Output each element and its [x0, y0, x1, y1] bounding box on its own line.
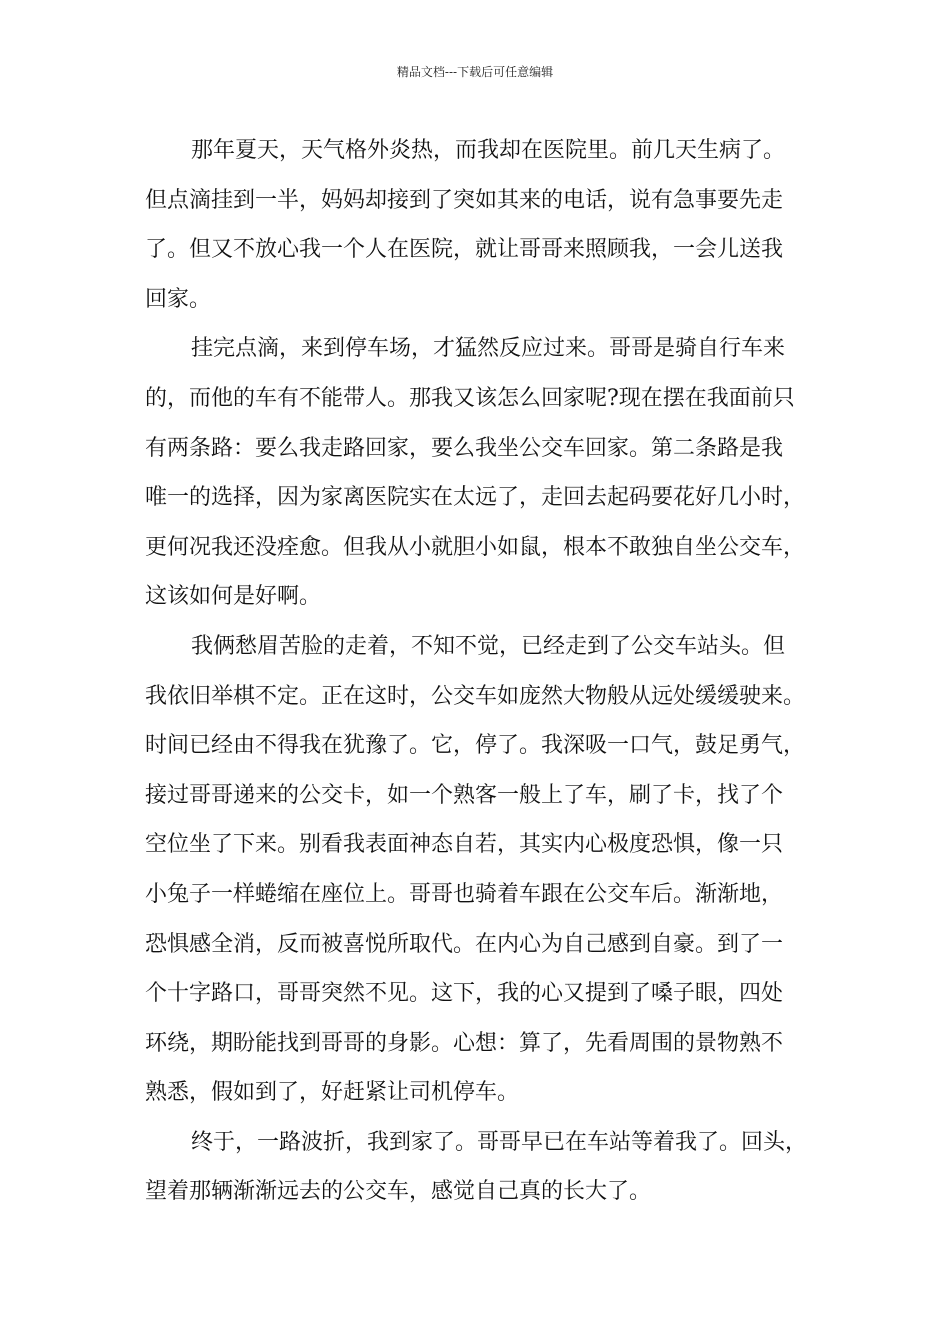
text-line: 那年夏天，天气格外炎热，而我却在医院里。前几天生病了。	[191, 138, 786, 163]
text-line: 这该如何是好啊。	[145, 584, 322, 610]
text-line: 我俩愁眉苦脸的走着，不知不觉，已经走到了公交车站头。但	[191, 633, 786, 659]
paragraph-1	[145, 126, 825, 324]
text-line: 望着那辆渐渐远去的公交车，感觉自己真的长大了。	[145, 1179, 652, 1205]
text-line: 有两条路：要么我走路回家，要么我坐公交车回家。第二条路是我	[145, 435, 784, 461]
text-line: 个十字路口，哥哥突然不见。这下，我的心又提到了嗓子眼，四处	[145, 981, 784, 1007]
paragraph-4	[145, 1118, 825, 1217]
text-line: 但点滴挂到一半，妈妈却接到了突如其来的电话，说有急事要先走	[145, 187, 784, 213]
text-line: 我依旧举棋不定。正在这时，公交车如庞然大物般从远处缓缓驶来。	[145, 683, 806, 709]
text-line: 回家。	[145, 286, 212, 312]
document-body	[145, 126, 825, 1217]
text-line: 终于，一路波折，我到家了。哥哥早已在车站等着我了。回头，	[191, 1129, 808, 1155]
text-line: 时间已经由不得我在犹豫了。它，停了。我深吸一口气，鼓足勇气，	[145, 733, 806, 759]
text-line: 小兔子一样蜷缩在座位上。哥哥也骑着车跟在公交车后。渐渐地，	[145, 881, 784, 907]
text-line: 熟悉，假如到了，好赶紧让司机停车。	[145, 1080, 520, 1106]
page-header: 精品文档---下载后可任意编辑	[396, 65, 554, 79]
text-line: 更何况我还没痊愈。但我从小就胆小如鼠，根本不敢独自坐公交车，	[145, 534, 806, 560]
paragraph-3	[145, 622, 825, 1118]
text-line: 了。但又不放心我一个人在医院，就让哥哥来照顾我，一会儿送我	[145, 237, 784, 263]
text-line: 唯一的选择，因为家离医院实在太远了，走回去起码要花好几小时，	[145, 485, 806, 511]
text-line: 恐惧感全消，反而被喜悦所取代。在内心为自己感到自豪。到了一	[145, 931, 784, 957]
text-line: 的，而他的车有不能带人。那我又该怎么回家呢?现在摆在我面前只	[145, 385, 795, 411]
text-line: 环绕，期盼能找到哥哥的身影。心想：算了，先看周围的景物熟不	[145, 1030, 784, 1056]
text-line: 空位坐了下来。别看我表面神态自若，其实内心极度恐惧，像一只	[145, 832, 784, 858]
text-line: 挂完点滴，来到停车场，才猛然反应过来。哥哥是骑自行车来	[191, 336, 786, 362]
paragraph-2	[145, 324, 825, 622]
text-line: 接过哥哥递来的公交卡，如一个熟客一般上了车，刷了卡，找了个	[145, 782, 784, 808]
